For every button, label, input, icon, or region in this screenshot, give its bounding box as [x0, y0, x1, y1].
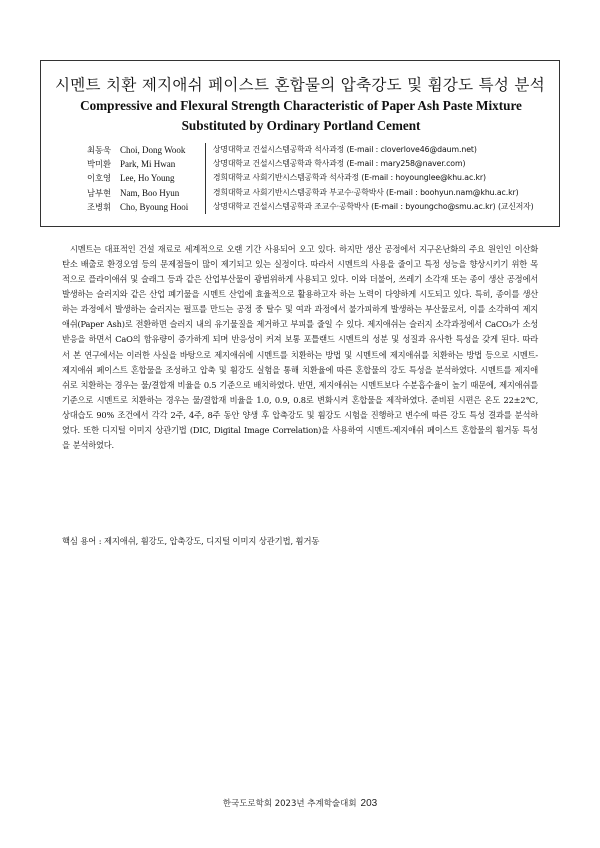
author-name-english: Park, Mi Hwan — [120, 159, 176, 170]
author-affiliation: 경희대학교 사회기반시스템공학과 부교수·공학박사 (E-mail : boohyun.nam@khu.ac.kr) — [213, 187, 519, 197]
author-list — [87, 143, 557, 214]
author-row — [87, 186, 557, 200]
title-box — [40, 60, 560, 227]
keywords: 핵심 용어 : 제지애쉬, 휨강도, 압축강도, 디지털 이미지 상관기법, 휨거동 — [62, 536, 320, 546]
author-divider — [205, 186, 206, 200]
author-row — [87, 157, 557, 171]
author-name-english: Choi, Dong Wook — [120, 145, 186, 155]
author-affiliation: 경희대학교 사회기반시스템공학과 석사과정 (E-mail : hoyounglee@khu.ac.kr) — [213, 173, 486, 183]
author-name-korean: 박미환 — [87, 159, 112, 170]
author-divider — [205, 200, 206, 214]
author-name-korean: 조병휘 — [87, 201, 112, 212]
author-divider — [205, 157, 206, 171]
author-name-korean: 이호영 — [87, 173, 112, 184]
abstract — [62, 242, 538, 453]
author-name-english: Nam, Boo Hyun — [120, 187, 180, 198]
author-row — [87, 143, 557, 157]
abstract-text: 시멘트는 대표적인 건설 재료로 세계적으로 오랜 기간 사용되어 오고 있다. 하지만 생산 공정에서 지구온난화의 주요 원인인 이산화탄소 배출로 환경오염 등의 문제점들이 많이 제기되고 있는 실정이다. 따라서 시멘트의 사용을 줄이고 특정 성능을 향상시키기 위한 목적으로 플라이애쉬 및 슬래그 등과 같은 산업부산물이 광범위하게 사용되고 있다. 이와 더불어, 쓰레기 소각재 또는 종이 생산 공정에서 발생하는 슬러지와 같은 산업 폐기물을 시멘트 산업에 효율적으로 활용하고자 하는 노력이 다양하게 시도되고 있다. 특히, 종이를 생산하는 과정에서 발생하는 슬러지는 펄프를 만드는 공정 중 탈수 및 여과 과정에서 불가피하게 발생하는 부산물로서, 이를 소각하여 제지애쉬(Paper Ash)로 전환하면 슬러지 내의 유기물질을 제거하고 부피를 줄일 수 있다. 제지애쉬는 슬러지 소각과정에서 CaCO₃가 소성반응을 하면서 CaO의 함유량이 증가하게 되며 반응성이 커져 보통 포틀랜드 시멘트의 성분 및 성질과 유사한 특성을 갖게 된다. 따라서 본 연구에서는 이러한 사실을 바탕으로 제지애쉬에 시멘트를 치환하는 방법 및 시멘트에 제지애쉬를 치환하는 방법 등으로 시멘트-제지애쉬 페이스트 혼합물을 조성하고 압축 및 휨강도 실험을 통해 치환율에 따른 혼합물의 강도 특성을 분석하였다. 시멘트를 제지애쉬로 치환하는 경우는 물/결합재 비율을 0.5 기준으로 배치하였다. 반면, 제지애쉬는 시멘트보다 수분흡수율이 높기 때문에, 제지애쉬를 기준으로 시멘트로 치환하는 경우는 물/결합재 비율을 1.0, 0.9, 0.8로 변화시켜 혼합물을 제작하였다. 준비된 시편은 온도 22±2℃, 상대습도 90% 조건에서 각각 2주, 4주, 8주 동안 양생 후 압축강도 및 휨강도 시험을 진행하고 변수에 따른 강도 특성 결과를 분석하였다. 또한 디지털 이미지 상관기법 (DIC, Digital Image Correlation)을 사용하여 시멘트-제지애쉬 페이스트 혼합물의 휨거동 특성을 분석하였다. — [62, 244, 538, 451]
author-row — [87, 200, 557, 214]
author-affiliation: 상명대학교 건설시스템공학과 석사과정 (E-mail : cloverlove46@daum.net) — [213, 145, 477, 154]
author-divider — [205, 171, 206, 185]
author-divider — [205, 143, 206, 157]
author-name-english: Lee, Ho Young — [120, 173, 175, 184]
author-row — [87, 171, 557, 185]
title-english: Compressive and Flexural Strength Characteristic of Paper Ash Paste Mixture Substituted by Ordinary Portland Cement — [80, 98, 522, 133]
conference-name: 한국도로학회 2023년 추계학술대회 — [222, 799, 357, 809]
title-korean: 시멘트 치환 제지애쉬 페이스트 혼합물의 압축강도 및 휨강도 특성 분석 — [55, 76, 545, 94]
page-number: 203 — [360, 798, 378, 809]
author-affiliation: 상명대학교 건설시스템공학과 학사과정 (E-mail : mary258@naver.com) — [213, 159, 466, 169]
author-affiliation: 상명대학교 건설시스템공학과 조교수·공학박사 (E-mail : byoungcho@smu.ac.kr) (교신저자) — [213, 201, 534, 211]
author-name-korean: 최동욱 — [87, 145, 112, 155]
author-name-english: Cho, Byoung Hooi — [120, 201, 189, 212]
author-name-korean: 남부현 — [87, 187, 112, 198]
page-footer — [0, 797, 600, 809]
